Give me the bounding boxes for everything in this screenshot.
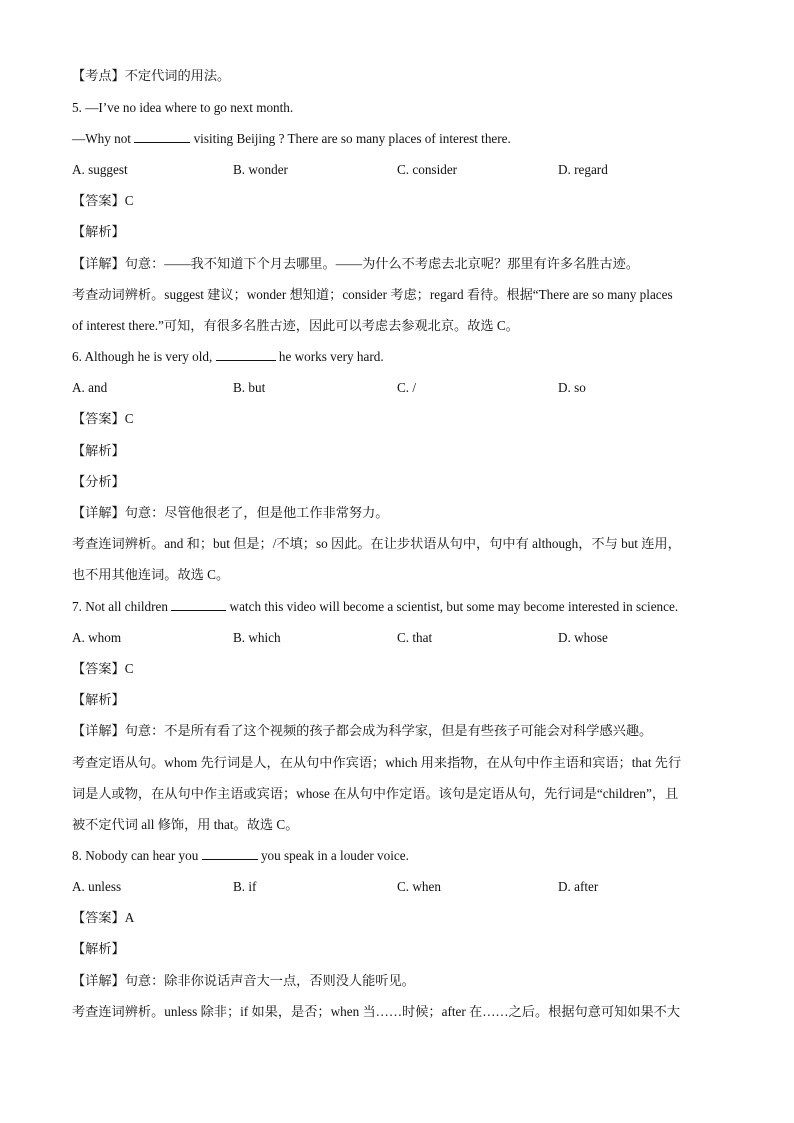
q8-answer: 【答案】A — [72, 910, 135, 925]
q7-option-a: A. whom — [72, 630, 122, 645]
q7-stem — [72, 596, 678, 618]
q7-option-b: B. which — [233, 630, 281, 645]
q8-detail-2: 考查连词辨析。unless 除非；if 如果，是否；when 当……时候；after 在……之后。根据句意可知如果不大 — [72, 1004, 681, 1019]
q8-stem-pre: 8. Nobody can hear you — [72, 848, 199, 863]
q6-blank — [216, 348, 276, 361]
q8-jiexi: 【解析】 — [72, 941, 125, 956]
q6-answer: 【答案】C — [72, 411, 134, 426]
q7-answer: 【答案】C — [72, 661, 134, 676]
q7-detail-1: 【详解】句意：不是所有看了这个视频的孩子都会成为科学家，但是有些孩子可能会对科学感兴趣。 — [72, 723, 653, 738]
q7-blank — [171, 598, 226, 611]
q6-option-d: D. so — [558, 380, 586, 395]
q5-stem-post: visiting Beijing ? There are so many places of interest there. — [193, 131, 511, 146]
q6-stem-pre: 6. Although he is very old, — [72, 349, 213, 364]
q6-stem-post: he works very hard. — [278, 349, 384, 364]
q5-detail-1: 【详解】句意：——我不知道下个月去哪里。——为什么不考虑去北京呢？那里有许多名胜古迹。 — [72, 256, 640, 271]
q5-blank — [134, 130, 190, 143]
q7-detail-2: 考查定语从句。whom 先行词是人，在从句中作宾语；which 用来指物，在从句中作主语和宾语；that 先行 — [72, 755, 682, 770]
q5-option-b: B. wonder — [233, 162, 288, 177]
q7-detail-4: 被不定代词 all 修饰，用 that。故选 C。 — [72, 817, 299, 832]
q5-stem-line2 — [72, 128, 511, 150]
q6-option-c: C. / — [397, 380, 417, 395]
q8-option-a: A. unless — [72, 879, 122, 894]
q7-option-c: C. that — [397, 630, 433, 645]
q5-detail-2: 考查动词辨析。suggest 建议；wonder 想知道；consider 考虑；regard 看待。根据“There are so many places — [72, 287, 673, 302]
q7-option-d: D. whose — [558, 630, 608, 645]
q6-detail-2: 考查连词辨析。and 和；but 但是；/不填；so 因此。在让步状语从句中，句中有 although，不与 but 连用， — [72, 536, 681, 551]
q5-stem-line1: 5. —I’ve no idea where to go next month. — [72, 100, 294, 115]
q6-option-b: B. but — [233, 380, 266, 395]
q6-detail-3: 也不用其他连词。故选 C。 — [72, 567, 230, 582]
q8-option-d: D. after — [558, 879, 599, 894]
q7-detail-3: 词是人或物，在从句中作主语或宾语；whose 在从句中作定语。该句是定语从句，先行词是“children”，且 — [72, 786, 679, 801]
q6-fenxi: 【分析】 — [72, 474, 125, 489]
q7-stem-post: watch this video will become a scientist, but some may become interested in science. — [229, 599, 679, 614]
q5-detail-3: of interest there.”可知，有很多名胜古迹，因此可以考虑去参观北京。故选 C。 — [72, 318, 519, 333]
q7-jiexi: 【解析】 — [72, 692, 125, 707]
q5-option-c: C. consider — [397, 162, 458, 177]
q8-detail-1: 【详解】句意：除非你说话声音大一点，否则没人能听见。 — [72, 973, 415, 988]
q8-stem-post: you speak in a louder voice. — [260, 848, 409, 863]
q8-blank — [202, 847, 258, 860]
q6-jiexi: 【解析】 — [72, 443, 125, 458]
kaodian-note: 【考点】不定代词的用法。 — [72, 68, 231, 83]
q6-detail-1: 【详解】句意：尽管他很老了，但是他工作非常努力。 — [72, 505, 389, 520]
q5-option-d: D. regard — [558, 162, 608, 177]
q8-option-c: C. when — [397, 879, 441, 894]
q5-option-a: A. suggest — [72, 162, 128, 177]
q5-stem-pre: —Why not — [72, 131, 131, 146]
q6-stem — [72, 346, 384, 368]
q5-jiexi: 【解析】 — [72, 224, 125, 239]
q6-option-a: A. and — [72, 380, 108, 395]
q5-answer: 【答案】C — [72, 193, 134, 208]
q7-stem-pre: 7. Not all children — [72, 599, 168, 614]
q8-stem — [72, 845, 409, 867]
q8-option-b: B. if — [233, 879, 257, 894]
